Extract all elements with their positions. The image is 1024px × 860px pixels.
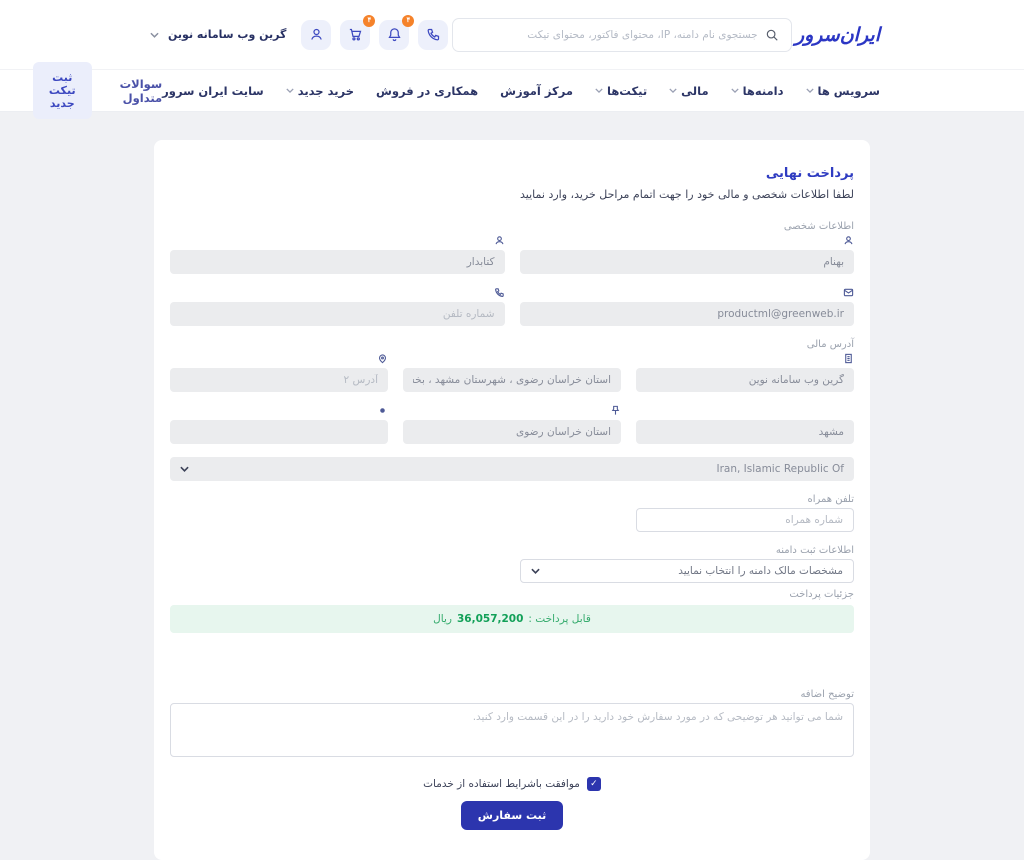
email-field[interactable] bbox=[520, 302, 855, 326]
first-name-field[interactable] bbox=[520, 250, 855, 274]
search-icon bbox=[765, 28, 779, 42]
personal-info-label: اطلاعات شخصی bbox=[783, 221, 854, 232]
nav-services[interactable]: سرویس ها bbox=[806, 84, 880, 98]
page-title: پرداخت نهایی bbox=[765, 166, 854, 181]
nav-training-center[interactable]: مرکز آموزش bbox=[500, 83, 573, 98]
dot-icon bbox=[377, 405, 388, 418]
bell-icon bbox=[387, 27, 402, 42]
chevron-down-icon bbox=[595, 88, 603, 93]
nav-finance[interactable]: مالی bbox=[669, 84, 708, 98]
nav-iranserver-site[interactable]: سایت ایران سرور bbox=[162, 83, 264, 98]
chevron-down-icon bbox=[731, 88, 739, 93]
last-name-field[interactable] bbox=[170, 250, 505, 274]
person-icon bbox=[843, 235, 854, 248]
topbar bbox=[0, 0, 1024, 70]
address2-field[interactable] bbox=[170, 368, 388, 392]
new-ticket-button[interactable]: ثبت تیکت جدید bbox=[33, 62, 92, 119]
phone-button[interactable] bbox=[418, 20, 448, 50]
chevron-down-icon bbox=[669, 88, 677, 93]
submit-order-button[interactable]: ثبت سفارش bbox=[461, 801, 563, 830]
user-icon bbox=[309, 27, 324, 42]
phone-field[interactable] bbox=[170, 302, 505, 326]
address-row-1 bbox=[170, 353, 854, 392]
address-row-2 bbox=[170, 405, 854, 444]
country-value: Iran, Islamic Republic Of bbox=[716, 463, 844, 475]
cart-icon bbox=[348, 27, 363, 42]
chevron-down-icon bbox=[180, 466, 189, 472]
company-field[interactable] bbox=[636, 368, 854, 392]
domain-info-label: اطلاعات ثبت دامنه bbox=[775, 545, 854, 556]
nav-domains[interactable]: دامنه‌ها bbox=[731, 84, 784, 98]
notifications-badge: ۴ bbox=[402, 15, 414, 27]
faq-link[interactable]: سوالات متداول bbox=[119, 76, 163, 105]
terms-label: موافقت باشرایط استفاده از خدمات bbox=[423, 778, 580, 790]
search-box bbox=[452, 18, 792, 52]
city-field[interactable] bbox=[636, 420, 854, 444]
map-pin-icon bbox=[377, 353, 388, 366]
profile-button[interactable] bbox=[301, 20, 331, 50]
payable-amount: 36,057,200 bbox=[456, 613, 524, 625]
phone-icon bbox=[426, 27, 441, 42]
note-label: توضیح اضافه bbox=[800, 689, 854, 700]
cart-button[interactable] bbox=[340, 16, 372, 50]
state-field[interactable] bbox=[403, 420, 621, 444]
account-name[interactable]: گرین وب سامانه نوین bbox=[168, 28, 287, 41]
chevron-down-icon bbox=[806, 88, 814, 93]
contact-row bbox=[170, 287, 854, 326]
payable-currency: ریال bbox=[433, 613, 452, 625]
phone-receiver-icon bbox=[494, 287, 505, 300]
main-content bbox=[0, 112, 1024, 860]
domain-owner-value: مشخصات مالک دامنه را انتخاب نمایید bbox=[678, 565, 843, 577]
order-note-textarea[interactable] bbox=[170, 703, 854, 757]
terms-checkbox[interactable]: ✓ bbox=[587, 777, 601, 791]
mobile-label: تلفن همراه bbox=[807, 494, 854, 505]
main-menu bbox=[162, 84, 880, 98]
payment-details-label: جزئیات پرداخت bbox=[789, 589, 854, 600]
cart-badge: ۴ bbox=[363, 15, 375, 27]
chevron-down-icon[interactable] bbox=[150, 32, 159, 38]
mail-icon bbox=[843, 287, 854, 300]
nav-affiliate[interactable]: همکاری در فروش bbox=[376, 83, 479, 98]
chevron-down-icon bbox=[286, 88, 294, 93]
page-subtitle: لطفا اطلاعات شخصی و مالی خود را جهت اتمام مراحل خرید، وارد نمایید bbox=[520, 188, 854, 201]
mobile-field[interactable] bbox=[636, 508, 854, 532]
notifications-button[interactable] bbox=[379, 16, 411, 50]
domain-owner-select[interactable] bbox=[520, 559, 855, 583]
name-row bbox=[170, 235, 854, 274]
payable-amount-bar bbox=[170, 605, 854, 633]
payable-label: قابل پرداخت : bbox=[528, 613, 591, 625]
nav-actions bbox=[33, 62, 162, 119]
terms-row bbox=[170, 777, 854, 791]
checkout-card bbox=[154, 140, 870, 860]
pushpin-icon bbox=[610, 405, 621, 418]
postal-code-field[interactable] bbox=[170, 420, 388, 444]
chevron-down-icon bbox=[531, 568, 540, 574]
nav-tickets[interactable]: تیکت‌ها bbox=[595, 84, 647, 98]
country-select[interactable] bbox=[170, 457, 854, 481]
logo[interactable]: ایران‌سرور bbox=[794, 23, 880, 46]
address1-field[interactable] bbox=[403, 368, 621, 392]
building-icon bbox=[843, 353, 854, 366]
person-icon bbox=[494, 235, 505, 248]
billing-address-label: آدرس مالی bbox=[806, 339, 854, 350]
search-input[interactable] bbox=[465, 29, 758, 41]
account-area bbox=[150, 16, 448, 50]
nav-new-purchase[interactable]: خرید جدید bbox=[286, 84, 354, 98]
navbar bbox=[0, 70, 1024, 112]
